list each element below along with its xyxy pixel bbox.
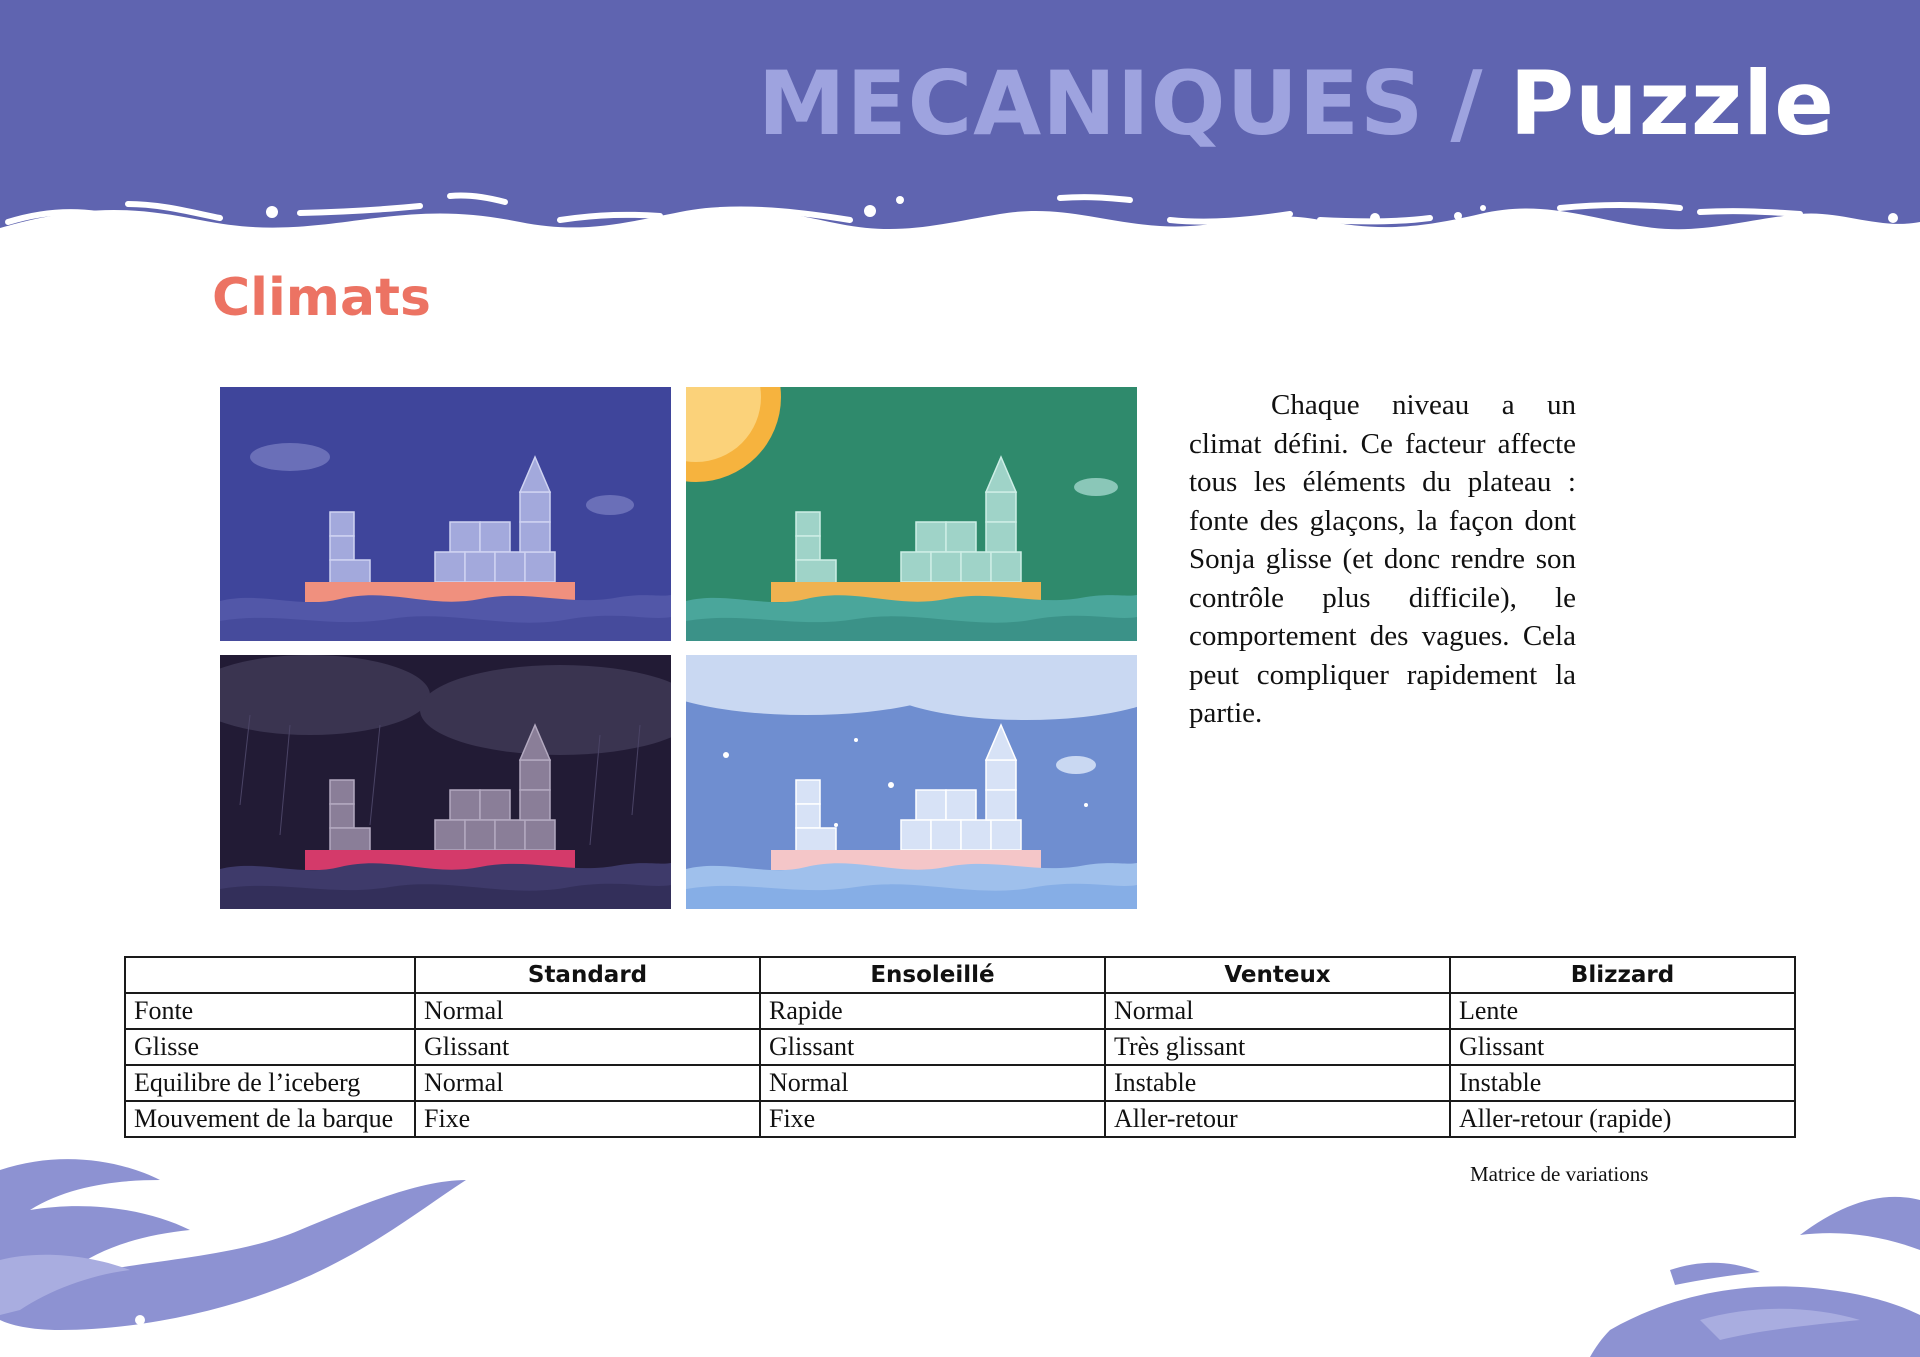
header-cell-empty xyxy=(125,957,415,993)
table-cell: Normal xyxy=(415,993,760,1029)
title-section: MECANIQUES xyxy=(757,52,1425,155)
table-cell: Glissant xyxy=(760,1029,1105,1065)
table-cell: Normal xyxy=(1105,993,1450,1029)
table-cell: Aller-retour xyxy=(1105,1101,1450,1137)
table-header-row xyxy=(125,957,1795,993)
row-label: Glisse xyxy=(125,1029,415,1065)
wave-decoration-left xyxy=(0,1140,480,1357)
table-cell: Instable xyxy=(1450,1065,1795,1101)
row-label: Mouvement de la barque xyxy=(125,1101,415,1137)
table-row xyxy=(125,993,1795,1029)
header-cell-ensoleille: Ensoleillé xyxy=(760,957,1105,993)
page-title xyxy=(757,52,1835,155)
header-cell-blizzard: Blizzard xyxy=(1450,957,1795,993)
table-row xyxy=(125,1101,1795,1137)
table-cell: Normal xyxy=(415,1065,760,1101)
table-cell: Aller-retour (rapide) xyxy=(1450,1101,1795,1137)
header-cell-venteux: Venteux xyxy=(1105,957,1450,993)
table-cell: Rapide xyxy=(760,993,1105,1029)
wave-decoration-right xyxy=(1590,1180,1920,1357)
variation-matrix xyxy=(124,956,1796,1138)
title-topic: Puzzle xyxy=(1509,52,1835,155)
screenshot-windy xyxy=(220,655,671,909)
table-caption: Matrice de variations xyxy=(1470,1162,1649,1186)
screenshot-blizzard xyxy=(686,655,1137,909)
table-cell: Fixe xyxy=(760,1101,1105,1137)
table-row xyxy=(125,1029,1795,1065)
table-cell: Normal xyxy=(760,1065,1105,1101)
table-cell: Instable xyxy=(1105,1065,1450,1101)
screenshot-standard xyxy=(220,387,671,641)
row-label: Fonte xyxy=(125,993,415,1029)
table-cell: Très glissant xyxy=(1105,1029,1450,1065)
climate-description: Chaque niveau a un climat défini. Ce facteur affecte tous les éléments du plateau : fonte des glaçons, la façon dont Sonja glisse (et donc rendre son contrôle plus difficile), le comportement des vagues. Cela peut compliquer rapidement la partie. xyxy=(1189,389,1576,729)
row-label: Equilibre de l’iceberg xyxy=(125,1065,415,1101)
screenshot-sunny xyxy=(686,387,1137,641)
table-row xyxy=(125,1065,1795,1101)
title-separator: / xyxy=(1450,52,1484,155)
table-cell: Glissant xyxy=(415,1029,760,1065)
table-cell: Lente xyxy=(1450,993,1795,1029)
table-cell: Glissant xyxy=(1450,1029,1795,1065)
table-cell: Fixe xyxy=(415,1101,760,1137)
header-cell-standard: Standard xyxy=(415,957,760,993)
section-heading: Climats xyxy=(212,268,431,328)
